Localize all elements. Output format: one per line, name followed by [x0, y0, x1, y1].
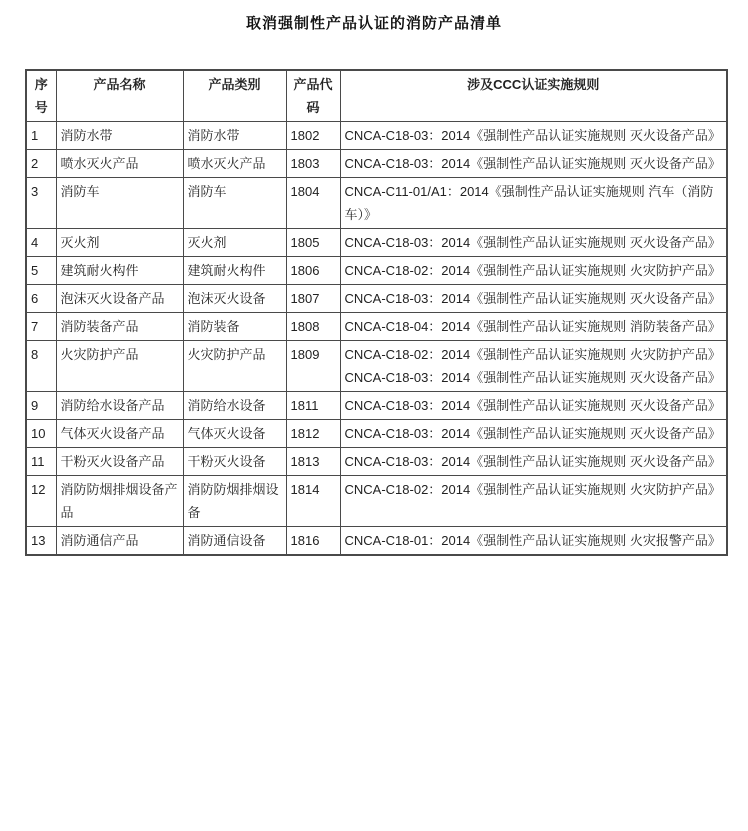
ccc-rule-text: CNCA-C18-03：2014《强制性产品认证实施规则 灭火设备产品》 [344, 128, 721, 143]
product-code-cell: 1813 [286, 448, 340, 476]
product-name-cell: 消防防烟排烟设备产品 [56, 476, 183, 527]
product-category-cell: 消防车 [183, 178, 286, 229]
product-name-cell: 建筑耐火构件 [56, 257, 183, 285]
row-number-cell: 10 [26, 420, 56, 448]
product-name-cell: 泡沫灭火设备产品 [56, 285, 183, 313]
ccc-rule-text: CNCA-C18-03：2014《强制性产品认证实施规则 灭火设备产品》 [344, 235, 721, 250]
table-row [26, 150, 727, 178]
product-category-cell: 气体灭火设备 [183, 420, 286, 448]
ccc-rules-cell [340, 341, 727, 392]
product-category-cell: 泡沫灭火设备 [183, 285, 286, 313]
product-name-cell: 喷水灭火产品 [56, 150, 183, 178]
header-row-number: 序号 [26, 70, 56, 122]
ccc-rule-text: CNCA-C18-02：2014《强制性产品认证实施规则 火灾防护产品》 [344, 347, 721, 362]
row-number-cell: 11 [26, 448, 56, 476]
document-title: 取消强制性产品认证的消防产品清单 [245, 15, 502, 32]
ccc-rule-text: CNCA-C18-03：2014《强制性产品认证实施规则 灭火设备产品》 [344, 398, 721, 413]
row-number-cell: 12 [26, 476, 56, 527]
ccc-rules-cell [340, 178, 727, 229]
row-number-cell: 1 [26, 122, 56, 150]
row-number-cell: 6 [26, 285, 56, 313]
header-ccc-rules: 涉及CCC认证实施规则 [340, 70, 727, 122]
row-number-cell: 13 [26, 527, 56, 556]
ccc-rules-cell [340, 257, 727, 285]
ccc-rule-text: CNCA-C18-03：2014《强制性产品认证实施规则 灭火设备产品》 [344, 426, 721, 441]
ccc-rules-cell [340, 420, 727, 448]
table-row [26, 341, 727, 392]
table-row [26, 229, 727, 257]
header-product-code: 产品代码 [286, 70, 340, 122]
row-number-cell: 8 [26, 341, 56, 392]
product-category-cell: 建筑耐火构件 [183, 257, 286, 285]
ccc-rules-cell [340, 122, 727, 150]
ccc-rule-text: CNCA-C11-01/A1：2014《强制性产品认证实施规则 汽车（消防车）》 [344, 184, 714, 222]
product-code-cell: 1808 [286, 313, 340, 341]
ccc-rule-text: CNCA-C18-04：2014《强制性产品认证实施规则 消防装备产品》 [344, 319, 721, 334]
row-number-cell: 9 [26, 392, 56, 420]
product-name-cell: 气体灭火设备产品 [56, 420, 183, 448]
ccc-rules-cell [340, 313, 727, 341]
ccc-rule-text: CNCA-C18-03：2014《强制性产品认证实施规则 灭火设备产品》 [344, 291, 721, 306]
product-code-cell: 1814 [286, 476, 340, 527]
product-code-cell: 1806 [286, 257, 340, 285]
row-number-cell: 7 [26, 313, 56, 341]
product-category-cell: 灭火剂 [183, 229, 286, 257]
table-row [26, 527, 727, 556]
product-category-cell: 消防给水设备 [183, 392, 286, 420]
header-product-category: 产品类别 [183, 70, 286, 122]
table-row [26, 420, 727, 448]
ccc-rules-cell [340, 285, 727, 313]
product-code-cell: 1807 [286, 285, 340, 313]
table-row [26, 476, 727, 527]
ccc-rule-text: CNCA-C18-03：2014《强制性产品认证实施规则 灭火设备产品》 [344, 370, 721, 385]
product-category-cell: 喷水灭火产品 [183, 150, 286, 178]
ccc-rule-text: CNCA-C18-02：2014《强制性产品认证实施规则 火灾防护产品》 [344, 263, 721, 278]
table-row [26, 257, 727, 285]
product-code-cell: 1809 [286, 341, 340, 392]
product-category-cell: 消防防烟排烟设备 [183, 476, 286, 527]
ccc-rules-cell [340, 392, 727, 420]
ccc-rule-text: CNCA-C18-01：2014《强制性产品认证实施规则 火灾报警产品》 [344, 533, 721, 548]
product-code-cell: 1802 [286, 122, 340, 150]
product-category-cell: 消防通信设备 [183, 527, 286, 556]
row-number-cell: 5 [26, 257, 56, 285]
product-code-cell: 1804 [286, 178, 340, 229]
table-row [26, 313, 727, 341]
product-code-cell: 1816 [286, 527, 340, 556]
product-name-cell: 消防车 [56, 178, 183, 229]
ccc-rule-text: CNCA-C18-03：2014《强制性产品认证实施规则 灭火设备产品》 [344, 156, 721, 171]
ccc-rule-text: CNCA-C18-03：2014《强制性产品认证实施规则 灭火设备产品》 [344, 454, 721, 469]
ccc-rule-text: CNCA-C18-02：2014《强制性产品认证实施规则 火灾防护产品》 [344, 482, 721, 497]
table-row [26, 178, 727, 229]
product-name-cell: 火灾防护产品 [56, 341, 183, 392]
ccc-rules-cell [340, 229, 727, 257]
ccc-rules-cell [340, 476, 727, 527]
product-code-cell: 1811 [286, 392, 340, 420]
table-row [26, 448, 727, 476]
row-number-cell: 2 [26, 150, 56, 178]
table-row [26, 392, 727, 420]
product-name-cell: 灭火剂 [56, 229, 183, 257]
row-number-cell: 3 [26, 178, 56, 229]
ccc-rules-cell [340, 150, 727, 178]
product-category-cell: 消防装备 [183, 313, 286, 341]
table-body [26, 122, 727, 556]
product-name-cell: 消防通信产品 [56, 527, 183, 556]
table-header-row [26, 70, 727, 122]
product-name-cell: 消防装备产品 [56, 313, 183, 341]
table-row [26, 285, 727, 313]
product-category-cell: 火灾防护产品 [183, 341, 286, 392]
products-table [25, 69, 728, 556]
product-category-cell: 干粉灭火设备 [183, 448, 286, 476]
product-name-cell: 消防水带 [56, 122, 183, 150]
product-code-cell: 1805 [286, 229, 340, 257]
ccc-rules-cell [340, 448, 727, 476]
product-code-cell: 1803 [286, 150, 340, 178]
product-category-cell: 消防水带 [183, 122, 286, 150]
product-name-cell: 干粉灭火设备产品 [56, 448, 183, 476]
table-row [26, 122, 727, 150]
product-name-cell: 消防给水设备产品 [56, 392, 183, 420]
header-product-name: 产品名称 [56, 70, 183, 122]
product-code-cell: 1812 [286, 420, 340, 448]
row-number-cell: 4 [26, 229, 56, 257]
ccc-rules-cell [340, 527, 727, 556]
